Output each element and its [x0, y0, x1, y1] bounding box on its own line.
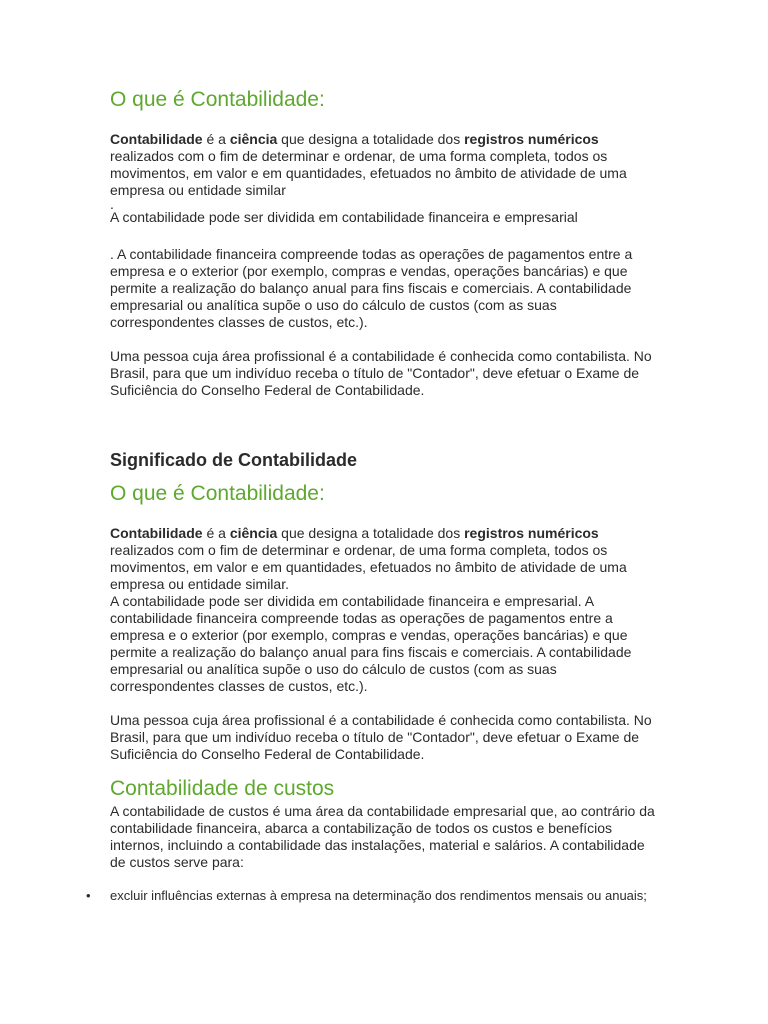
section2-body-paragraph: A contabilidade pode ser dividida em contabilidade financeira e empresarial. A contabilidade financeira compreende todas as operações de pagamentos entre a empresa e o exterior (por exemplo, compras e vendas, operações bancárias) e que permite a realização do balanço anual para fins fiscais e comerciais. A contabilidade empresarial ou analítica supõe o uso do cálculo de custos (com as suas correspondentes classes de custos, etc.). — [110, 593, 632, 694]
list-item — [86, 888, 658, 904]
section1-dot: . — [110, 196, 114, 212]
section2-professional-paragraph: Uma pessoa cuja área profissional é a contabilidade é conhecida como contabilista. No Brasil, para que um indivíduo receba o título de "Contador", deve efetuar o Exame de Suficiência do Conselho Federal de Contabilidade. — [110, 712, 652, 762]
section2-heading: O que é Contabilidade: — [110, 482, 325, 505]
section1-professional-paragraph: Uma pessoa cuja área profissional é a contabilidade é conhecida como contabilista. No Brasil, para que um indivíduo receba o título de "Contador", deve efetuar o Exame de Suficiência do Conselho Federal de Contabilidade. — [110, 348, 652, 398]
document-page — [86, 86, 658, 904]
section1-term: Contabilidade — [110, 131, 203, 147]
section1-bold-registros: registros numéricos — [464, 131, 599, 147]
section3-body-paragraph: A contabilidade de custos é uma área da contabilidade empresarial que, ao contrário da contabilidade financeira, abarca a contabilização de todos os custos e benefícios internos, incluindo a contabilidade das instalações, material e salários. A contabilidade de custos serve para: — [110, 803, 655, 870]
section2-intro-paragraph: Contabilidade é a ciência que designa a totalidade dos registros numéricos realizados com o fim de determinar e ordenar, de uma forma completa, todos os movimentos, em valor e em quantidades, efetuados no âmbito de atividade de uma empresa ou entidade similar. — [110, 525, 627, 592]
section1-heading: O que é Contabilidade: — [110, 88, 325, 111]
section2-bold-registros: registros numéricos — [464, 525, 599, 541]
section1-intro-paragraph: Contabilidade é a ciência que designa a totalidade dos registros numéricos realizados com o fim de determinar e ordenar, de uma forma completa, todos os movimentos, em valor e em quantidades, efetuados no âmbito de atividade de uma empresa ou entidade similar — [110, 131, 627, 198]
section1-bold-ciencia: ciência — [229, 131, 278, 147]
section2-bold-ciencia: ciência — [229, 525, 278, 541]
section3-heading: Contabilidade de custos — [110, 777, 335, 800]
section2-title: Significado de Contabilidade — [110, 450, 358, 470]
section1-division: A contabilidade pode ser dividida em contabilidade financeira e empresarial — [110, 209, 578, 225]
section1-financial-paragraph: . A contabilidade financeira compreende todas as operações de pagamentos entre a empresa e o exterior (por exemplo, compras e vendas, operações bancárias) e que permite a realização do balanço anual para fins fiscais e comerciais. A contabilidade empresarial ou analítica supõe o uso do cálculo de custos (com as suas correspondentes classes de custos, etc.). — [110, 246, 633, 330]
section2-term: Contabilidade — [110, 525, 203, 541]
list-item-text: excluir influências externas à empresa na determinação dos rendimentos mensais ou anuais; — [110, 888, 647, 903]
section3-list — [86, 888, 658, 904]
bullet-icon: • — [86, 888, 91, 903]
